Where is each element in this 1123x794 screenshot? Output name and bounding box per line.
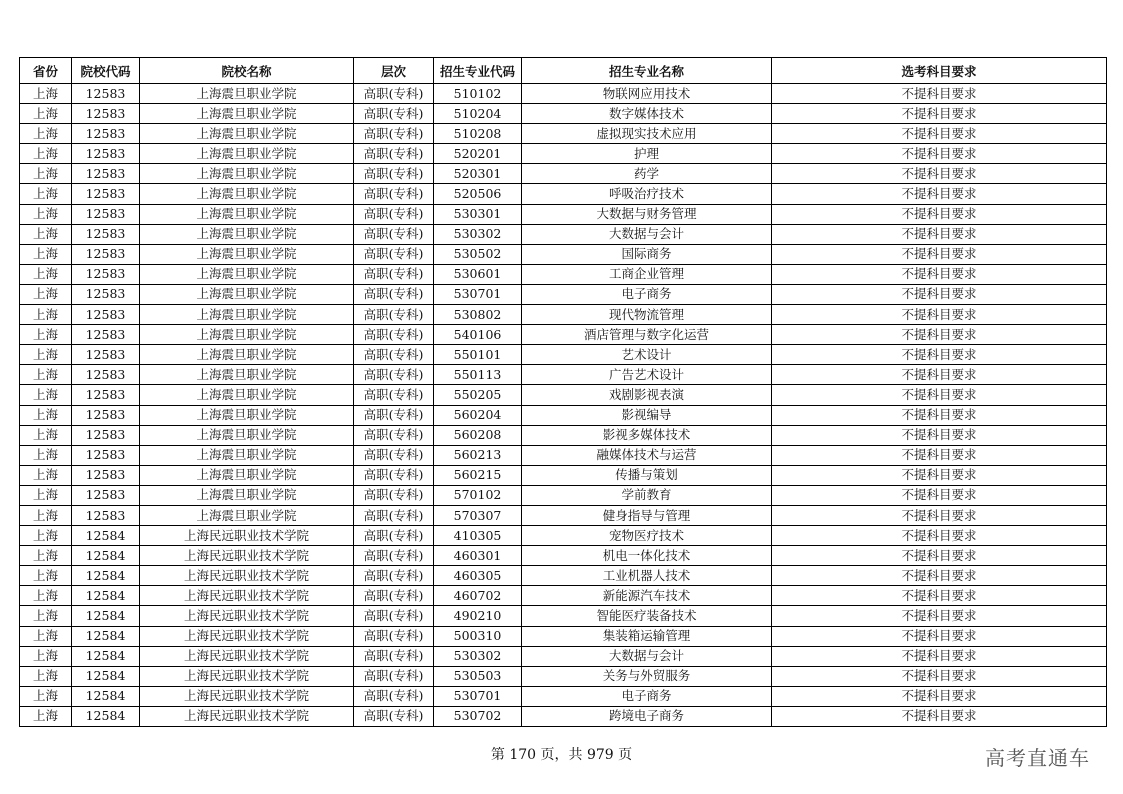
table-row — [20, 586, 1107, 606]
cell-school-code: 12584 — [72, 546, 140, 566]
cell-major-code: 540106 — [434, 325, 522, 345]
cell-province: 上海 — [20, 686, 72, 706]
cell-major-name: 电子商务 — [522, 284, 772, 304]
cell-major-name: 宠物医疗技术 — [522, 526, 772, 546]
table-row — [20, 686, 1107, 706]
cell-school-code: 12583 — [72, 445, 140, 465]
cell-level: 高职(专科) — [354, 204, 434, 224]
cell-major-name: 影视多媒体技术 — [522, 425, 772, 445]
cell-school-name: 上海民远职业技术学院 — [140, 586, 354, 606]
cell-major-name: 国际商务 — [522, 244, 772, 264]
table-row — [20, 445, 1107, 465]
cell-province: 上海 — [20, 405, 72, 425]
table-row — [20, 104, 1107, 124]
cell-subject-requirement: 不提科目要求 — [772, 706, 1107, 726]
cell-school-name: 上海震旦职业学院 — [140, 505, 354, 525]
cell-major-code: 510204 — [434, 104, 522, 124]
cell-school-name: 上海震旦职业学院 — [140, 385, 354, 405]
cell-school-code: 12583 — [72, 284, 140, 304]
cell-level: 高职(专科) — [354, 264, 434, 284]
cell-school-name: 上海震旦职业学院 — [140, 305, 354, 325]
cell-subject-requirement: 不提科目要求 — [772, 666, 1107, 686]
cell-province: 上海 — [20, 144, 72, 164]
cell-school-code: 12584 — [72, 666, 140, 686]
cell-province: 上海 — [20, 425, 72, 445]
cell-subject-requirement: 不提科目要求 — [772, 184, 1107, 204]
cell-school-name: 上海民远职业技术学院 — [140, 546, 354, 566]
cell-school-code: 12584 — [72, 686, 140, 706]
cell-major-name: 健身指导与管理 — [522, 505, 772, 525]
cell-level: 高职(专科) — [354, 445, 434, 465]
cell-major-name: 学前教育 — [522, 485, 772, 505]
table-row — [20, 264, 1107, 284]
cell-province: 上海 — [20, 264, 72, 284]
table-row — [20, 606, 1107, 626]
cell-school-name: 上海民远职业技术学院 — [140, 526, 354, 546]
cell-major-code: 560208 — [434, 425, 522, 445]
cell-subject-requirement: 不提科目要求 — [772, 264, 1107, 284]
table-row — [20, 546, 1107, 566]
cell-level: 高职(专科) — [354, 425, 434, 445]
cell-major-name: 护理 — [522, 144, 772, 164]
cell-school-name: 上海震旦职业学院 — [140, 485, 354, 505]
cell-school-name: 上海民远职业技术学院 — [140, 666, 354, 686]
cell-school-name: 上海震旦职业学院 — [140, 104, 354, 124]
cell-level: 高职(专科) — [354, 84, 434, 104]
cell-province: 上海 — [20, 224, 72, 244]
cell-major-code: 520201 — [434, 144, 522, 164]
cell-province: 上海 — [20, 84, 72, 104]
cell-level: 高职(专科) — [354, 405, 434, 425]
cell-province: 上海 — [20, 706, 72, 726]
cell-school-name: 上海民远职业技术学院 — [140, 646, 354, 666]
cell-level: 高职(专科) — [354, 566, 434, 586]
cell-major-name: 融媒体技术与运营 — [522, 445, 772, 465]
cell-subject-requirement: 不提科目要求 — [772, 445, 1107, 465]
cell-level: 高职(专科) — [354, 526, 434, 546]
cell-major-name: 广告艺术设计 — [522, 365, 772, 385]
cell-school-code: 12583 — [72, 144, 140, 164]
cell-school-code: 12583 — [72, 425, 140, 445]
cell-major-code: 530702 — [434, 706, 522, 726]
table-row — [20, 566, 1107, 586]
cell-major-code: 520506 — [434, 184, 522, 204]
header-major-code: 招生专业代码 — [434, 58, 522, 84]
cell-school-code: 12583 — [72, 184, 140, 204]
cell-major-name: 机电一体化技术 — [522, 546, 772, 566]
cell-school-code: 12583 — [72, 104, 140, 124]
header-province: 省份 — [20, 58, 72, 84]
header-level: 层次 — [354, 58, 434, 84]
cell-province: 上海 — [20, 164, 72, 184]
cell-level: 高职(专科) — [354, 385, 434, 405]
cell-school-code: 12583 — [72, 325, 140, 345]
admission-table — [19, 57, 1107, 727]
cell-school-name: 上海民远职业技术学院 — [140, 686, 354, 706]
cell-major-code: 560204 — [434, 405, 522, 425]
cell-school-code: 12584 — [72, 606, 140, 626]
cell-province: 上海 — [20, 204, 72, 224]
table-body — [20, 84, 1107, 727]
cell-major-code: 530502 — [434, 244, 522, 264]
cell-school-name: 上海震旦职业学院 — [140, 405, 354, 425]
cell-school-code: 12583 — [72, 264, 140, 284]
cell-school-code: 12583 — [72, 345, 140, 365]
cell-school-code: 12583 — [72, 204, 140, 224]
cell-level: 高职(专科) — [354, 626, 434, 646]
table-row — [20, 224, 1107, 244]
cell-subject-requirement: 不提科目要求 — [772, 204, 1107, 224]
cell-school-code: 12584 — [72, 646, 140, 666]
cell-school-name: 上海震旦职业学院 — [140, 465, 354, 485]
cell-school-name: 上海震旦职业学院 — [140, 244, 354, 264]
cell-subject-requirement: 不提科目要求 — [772, 144, 1107, 164]
cell-major-name: 大数据与财务管理 — [522, 204, 772, 224]
table-row — [20, 505, 1107, 525]
cell-level: 高职(专科) — [354, 606, 434, 626]
cell-level: 高职(专科) — [354, 666, 434, 686]
cell-province: 上海 — [20, 646, 72, 666]
cell-major-name: 酒店管理与数字化运营 — [522, 325, 772, 345]
cell-subject-requirement: 不提科目要求 — [772, 244, 1107, 264]
table-row — [20, 425, 1107, 445]
cell-major-name: 现代物流管理 — [522, 305, 772, 325]
cell-school-name: 上海民远职业技术学院 — [140, 606, 354, 626]
cell-school-name: 上海震旦职业学院 — [140, 84, 354, 104]
cell-school-code: 12583 — [72, 465, 140, 485]
cell-major-name: 集装箱运输管理 — [522, 626, 772, 646]
cell-school-name: 上海民远职业技术学院 — [140, 566, 354, 586]
cell-subject-requirement: 不提科目要求 — [772, 124, 1107, 144]
table-header — [20, 58, 1107, 84]
cell-major-code: 530503 — [434, 666, 522, 686]
header-major-name: 招生专业名称 — [522, 58, 772, 84]
cell-school-code: 12584 — [72, 526, 140, 546]
cell-major-code: 500310 — [434, 626, 522, 646]
cell-major-code: 530701 — [434, 686, 522, 706]
cell-school-name: 上海震旦职业学院 — [140, 164, 354, 184]
cell-major-code: 530701 — [434, 284, 522, 304]
cell-subject-requirement: 不提科目要求 — [772, 345, 1107, 365]
cell-school-code: 12584 — [72, 626, 140, 646]
watermark-text: 高考直通车 — [985, 746, 1090, 770]
cell-school-name: 上海民远职业技术学院 — [140, 706, 354, 726]
cell-major-name: 关务与外贸服务 — [522, 666, 772, 686]
cell-province: 上海 — [20, 284, 72, 304]
cell-level: 高职(专科) — [354, 546, 434, 566]
cell-major-code: 510208 — [434, 124, 522, 144]
cell-subject-requirement: 不提科目要求 — [772, 365, 1107, 385]
cell-major-code: 520301 — [434, 164, 522, 184]
table-row — [20, 485, 1107, 505]
cell-school-name: 上海震旦职业学院 — [140, 425, 354, 445]
cell-major-code: 490210 — [434, 606, 522, 626]
cell-school-code: 12584 — [72, 566, 140, 586]
cell-province: 上海 — [20, 606, 72, 626]
cell-major-code: 530302 — [434, 224, 522, 244]
cell-major-name: 药学 — [522, 164, 772, 184]
cell-major-name: 虚拟现实技术应用 — [522, 124, 772, 144]
cell-level: 高职(专科) — [354, 706, 434, 726]
cell-province: 上海 — [20, 546, 72, 566]
cell-province: 上海 — [20, 465, 72, 485]
cell-province: 上海 — [20, 325, 72, 345]
cell-major-code: 570307 — [434, 505, 522, 525]
cell-province: 上海 — [20, 305, 72, 325]
cell-province: 上海 — [20, 244, 72, 264]
table-row — [20, 666, 1107, 686]
cell-school-code: 12583 — [72, 164, 140, 184]
header-subject-requirement: 选考科目要求 — [772, 58, 1107, 84]
table-row — [20, 405, 1107, 425]
cell-level: 高职(专科) — [354, 586, 434, 606]
cell-level: 高职(专科) — [354, 184, 434, 204]
cell-major-name: 跨境电子商务 — [522, 706, 772, 726]
table-row — [20, 646, 1107, 666]
page-number: 第 170 页，共 979 页 — [490, 747, 633, 763]
cell-major-name: 物联网应用技术 — [522, 84, 772, 104]
cell-province: 上海 — [20, 385, 72, 405]
table-row — [20, 184, 1107, 204]
cell-subject-requirement: 不提科目要求 — [772, 405, 1107, 425]
cell-school-name: 上海震旦职业学院 — [140, 124, 354, 144]
table-row — [20, 244, 1107, 264]
cell-province: 上海 — [20, 586, 72, 606]
header-school-code: 院校代码 — [72, 58, 140, 84]
cell-province: 上海 — [20, 505, 72, 525]
table-row — [20, 345, 1107, 365]
cell-major-code: 530601 — [434, 264, 522, 284]
cell-major-code: 550205 — [434, 385, 522, 405]
cell-school-code: 12584 — [72, 586, 140, 606]
table-row — [20, 124, 1107, 144]
cell-major-code: 460305 — [434, 566, 522, 586]
cell-level: 高职(专科) — [354, 224, 434, 244]
cell-major-code: 460702 — [434, 586, 522, 606]
cell-level: 高职(专科) — [354, 144, 434, 164]
cell-level: 高职(专科) — [354, 164, 434, 184]
cell-major-code: 570102 — [434, 485, 522, 505]
cell-school-name: 上海震旦职业学院 — [140, 445, 354, 465]
cell-level: 高职(专科) — [354, 284, 434, 304]
cell-province: 上海 — [20, 104, 72, 124]
cell-subject-requirement: 不提科目要求 — [772, 646, 1107, 666]
cell-major-code: 550113 — [434, 365, 522, 385]
table-row — [20, 144, 1107, 164]
cell-major-code: 550101 — [434, 345, 522, 365]
cell-school-code: 12583 — [72, 365, 140, 385]
cell-subject-requirement: 不提科目要求 — [772, 465, 1107, 485]
cell-level: 高职(专科) — [354, 485, 434, 505]
cell-subject-requirement: 不提科目要求 — [772, 505, 1107, 525]
cell-major-name: 呼吸治疗技术 — [522, 184, 772, 204]
cell-subject-requirement: 不提科目要求 — [772, 425, 1107, 445]
cell-major-name: 数字媒体技术 — [522, 104, 772, 124]
cell-major-code: 560215 — [434, 465, 522, 485]
cell-major-code: 530802 — [434, 305, 522, 325]
cell-school-code: 12583 — [72, 385, 140, 405]
cell-province: 上海 — [20, 626, 72, 646]
header-school-name: 院校名称 — [140, 58, 354, 84]
cell-level: 高职(专科) — [354, 345, 434, 365]
cell-subject-requirement: 不提科目要求 — [772, 626, 1107, 646]
cell-subject-requirement: 不提科目要求 — [772, 385, 1107, 405]
cell-province: 上海 — [20, 345, 72, 365]
cell-subject-requirement: 不提科目要求 — [772, 606, 1107, 626]
cell-subject-requirement: 不提科目要求 — [772, 566, 1107, 586]
cell-level: 高职(专科) — [354, 646, 434, 666]
cell-major-name: 智能医疗装备技术 — [522, 606, 772, 626]
table-row — [20, 465, 1107, 485]
cell-school-code: 12583 — [72, 505, 140, 525]
cell-province: 上海 — [20, 666, 72, 686]
cell-major-name: 电子商务 — [522, 686, 772, 706]
table-row — [20, 84, 1107, 104]
table-row — [20, 164, 1107, 184]
cell-province: 上海 — [20, 445, 72, 465]
cell-subject-requirement: 不提科目要求 — [772, 284, 1107, 304]
cell-school-name: 上海震旦职业学院 — [140, 345, 354, 365]
cell-major-code: 460301 — [434, 546, 522, 566]
cell-school-code: 12583 — [72, 244, 140, 264]
cell-major-name: 艺术设计 — [522, 345, 772, 365]
cell-province: 上海 — [20, 365, 72, 385]
cell-school-name: 上海震旦职业学院 — [140, 264, 354, 284]
cell-school-code: 12584 — [72, 706, 140, 726]
table-row — [20, 706, 1107, 726]
table-row — [20, 305, 1107, 325]
cell-subject-requirement: 不提科目要求 — [772, 325, 1107, 345]
cell-subject-requirement: 不提科目要求 — [772, 224, 1107, 244]
cell-level: 高职(专科) — [354, 104, 434, 124]
cell-school-code: 12583 — [72, 84, 140, 104]
cell-school-name: 上海民远职业技术学院 — [140, 626, 354, 646]
cell-school-name: 上海震旦职业学院 — [140, 284, 354, 304]
cell-major-name: 工业机器人技术 — [522, 566, 772, 586]
cell-school-name: 上海震旦职业学院 — [140, 365, 354, 385]
cell-level: 高职(专科) — [354, 365, 434, 385]
cell-subject-requirement: 不提科目要求 — [772, 104, 1107, 124]
cell-province: 上海 — [20, 184, 72, 204]
cell-major-name: 影视编导 — [522, 405, 772, 425]
cell-major-code: 560213 — [434, 445, 522, 465]
cell-major-code: 510102 — [434, 84, 522, 104]
cell-school-code: 12583 — [72, 305, 140, 325]
header-row — [20, 58, 1107, 84]
table-row — [20, 204, 1107, 224]
cell-subject-requirement: 不提科目要求 — [772, 526, 1107, 546]
cell-school-code: 12583 — [72, 124, 140, 144]
cell-school-code: 12583 — [72, 224, 140, 244]
cell-major-code: 410305 — [434, 526, 522, 546]
cell-province: 上海 — [20, 526, 72, 546]
cell-level: 高职(专科) — [354, 686, 434, 706]
cell-subject-requirement: 不提科目要求 — [772, 164, 1107, 184]
cell-major-name: 传播与策划 — [522, 465, 772, 485]
cell-level: 高职(专科) — [354, 505, 434, 525]
cell-subject-requirement: 不提科目要求 — [772, 546, 1107, 566]
cell-level: 高职(专科) — [354, 124, 434, 144]
cell-school-name: 上海震旦职业学院 — [140, 144, 354, 164]
cell-level: 高职(专科) — [354, 244, 434, 264]
cell-subject-requirement: 不提科目要求 — [772, 586, 1107, 606]
table-row — [20, 325, 1107, 345]
cell-school-name: 上海震旦职业学院 — [140, 325, 354, 345]
cell-level: 高职(专科) — [354, 305, 434, 325]
cell-subject-requirement: 不提科目要求 — [772, 305, 1107, 325]
cell-subject-requirement: 不提科目要求 — [772, 84, 1107, 104]
cell-major-code: 530301 — [434, 204, 522, 224]
cell-level: 高职(专科) — [354, 325, 434, 345]
table-row — [20, 626, 1107, 646]
table-row — [20, 365, 1107, 385]
cell-subject-requirement: 不提科目要求 — [772, 686, 1107, 706]
cell-major-name: 大数据与会计 — [522, 646, 772, 666]
cell-major-name: 新能源汽车技术 — [522, 586, 772, 606]
cell-subject-requirement: 不提科目要求 — [772, 485, 1107, 505]
cell-school-name: 上海震旦职业学院 — [140, 204, 354, 224]
cell-major-name: 戏剧影视表演 — [522, 385, 772, 405]
table-row — [20, 284, 1107, 304]
cell-province: 上海 — [20, 124, 72, 144]
cell-major-name: 大数据与会计 — [522, 224, 772, 244]
table-row — [20, 385, 1107, 405]
cell-level: 高职(专科) — [354, 465, 434, 485]
cell-major-code: 530302 — [434, 646, 522, 666]
cell-school-code: 12583 — [72, 485, 140, 505]
cell-major-name: 工商企业管理 — [522, 264, 772, 284]
cell-school-name: 上海震旦职业学院 — [140, 184, 354, 204]
table-row — [20, 526, 1107, 546]
cell-province: 上海 — [20, 566, 72, 586]
cell-school-name: 上海震旦职业学院 — [140, 224, 354, 244]
cell-school-code: 12583 — [72, 405, 140, 425]
cell-province: 上海 — [20, 485, 72, 505]
